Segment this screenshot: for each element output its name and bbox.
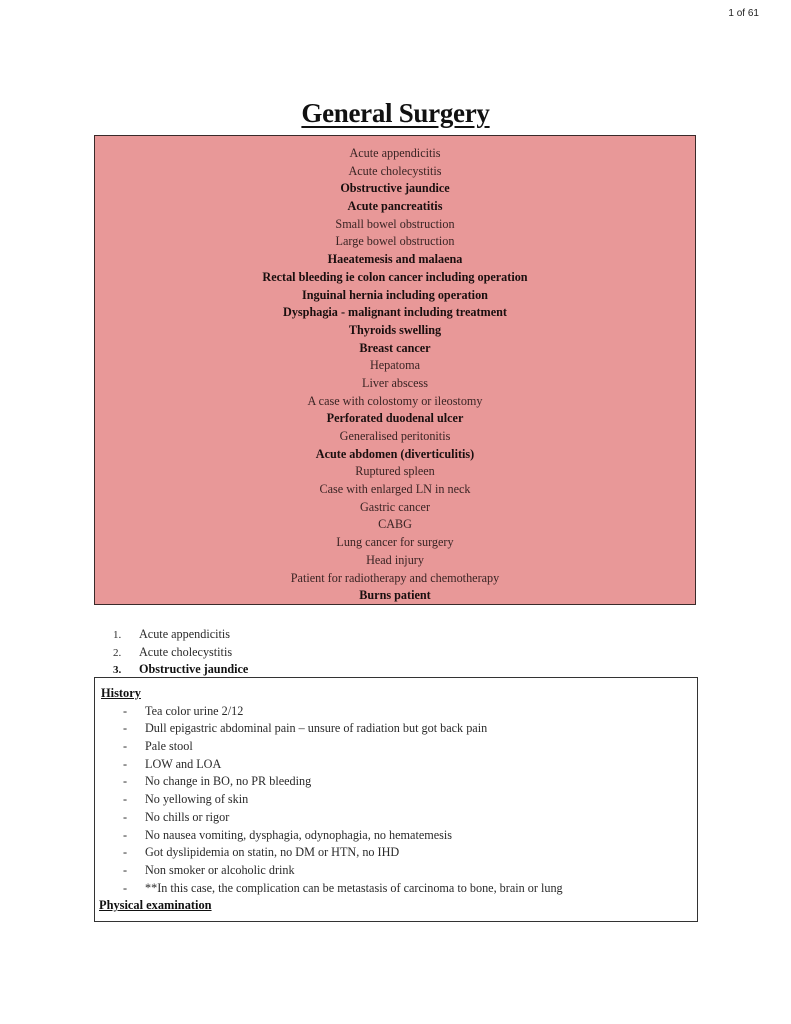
- history-item-text: Tea color urine 2/12: [145, 703, 244, 718]
- history-item: [95, 756, 697, 774]
- physical-examination-heading: Physical examination: [99, 898, 212, 913]
- dash-bullet-icon: -: [123, 756, 128, 771]
- topic-item: Inguinal hernia including operation: [302, 287, 488, 302]
- list-item-label: Acute cholecystitis: [139, 644, 233, 659]
- history-box: [94, 677, 698, 922]
- topic-item: Small bowel obstruction: [335, 216, 455, 231]
- list-item-label: Acute appendicitis: [139, 627, 231, 641]
- topic-item: Acute appendicitis: [349, 146, 441, 160]
- history-item: [95, 827, 697, 845]
- list-number: 3.: [113, 664, 122, 677]
- topic-item: Obstructive jaundice: [340, 181, 450, 196]
- topic-item: Acute abdomen (diverticulitis): [315, 446, 475, 461]
- history-item: [95, 844, 697, 862]
- topic-item: Hepatoma: [369, 358, 421, 373]
- dash-bullet-icon: -: [123, 845, 128, 860]
- history-item-text: Pale stool: [145, 739, 193, 754]
- topic-item: Breast cancer: [359, 340, 431, 355]
- topic-item: A case with colostomy or ileostomy: [307, 393, 483, 408]
- numbered-case-list: [113, 626, 248, 679]
- history-item: [95, 773, 697, 791]
- topic-item: Haeatemesis and malaena: [327, 252, 463, 267]
- topic-item: Acute pancreatitis: [347, 199, 443, 214]
- page-title: General Surgery: [301, 98, 490, 128]
- dash-bullet-icon: -: [123, 721, 128, 736]
- topic-item: Thyroids swelling: [348, 322, 442, 337]
- topic-item: Large bowel obstruction: [335, 234, 455, 249]
- page-indicator: 1 of 61: [728, 8, 759, 19]
- dash-bullet-icon: -: [123, 703, 128, 718]
- history-item-text: No nausea vomiting, dysphagia, odynophagia, no hematemesis: [145, 827, 452, 842]
- history-item: [95, 862, 697, 880]
- history-item-text: Non smoker or alcoholic drink: [145, 862, 295, 877]
- dash-bullet-icon: -: [123, 880, 128, 895]
- history-item: [95, 720, 697, 738]
- topic-item: Head injury: [366, 552, 424, 567]
- topic-item: Perforated duodenal ulcer: [326, 411, 464, 426]
- topic-item: Liver abscess: [362, 375, 428, 390]
- list-item-label: Obstructive jaundice: [139, 662, 249, 677]
- history-heading: History: [101, 686, 141, 700]
- topic-item: Generalised peritonitis: [339, 429, 451, 443]
- numbered-list-item: [113, 626, 248, 644]
- history-item-text: No chills or rigor: [145, 809, 230, 824]
- topic-item: Burns patient: [359, 588, 431, 603]
- history-item-text: LOW and LOA: [145, 756, 222, 771]
- dash-bullet-icon: -: [123, 792, 128, 807]
- topic-item: Patient for radiotherapy and chemotherapy: [290, 570, 500, 585]
- history-item: [95, 880, 697, 898]
- history-item-text: Got dyslipidemia on statin, no DM or HTN, no IHD: [145, 845, 400, 860]
- history-item: [95, 703, 697, 721]
- dash-bullet-icon: -: [123, 862, 128, 877]
- topic-item: Lung cancer for surgery: [336, 535, 454, 550]
- topic-item: Rectal bleeding ie colon cancer including operation: [262, 269, 528, 284]
- topic-item: Acute cholecystitis: [348, 163, 442, 178]
- history-item-text: No change in BO, no PR bleeding: [145, 774, 312, 789]
- history-item-text: **In this case, the complication can be metastasis of carcinoma to bone, brain or lung: [145, 880, 563, 895]
- topic-list: [95, 136, 695, 605]
- topic-list-box: [94, 135, 696, 605]
- topic-item: Dysphagia - malignant including treatment: [283, 305, 507, 320]
- topic-item: Case with enlarged LN in neck: [319, 482, 471, 497]
- topic-item: CABG: [378, 517, 412, 532]
- history-item-text: Dull epigastric abdominal pain – unsure of radiation but got back pain: [145, 721, 488, 736]
- numbered-list-item: [113, 644, 248, 662]
- dash-bullet-icon: -: [123, 774, 128, 789]
- topic-item: Ruptured spleen: [355, 464, 435, 479]
- history-item: [95, 738, 697, 756]
- history-item-text: No yellowing of skin: [145, 792, 249, 807]
- history-item: [95, 809, 697, 827]
- list-number: 2.: [113, 646, 122, 659]
- list-number: 1.: [113, 629, 122, 641]
- topic-item: Gastric cancer: [359, 499, 431, 514]
- history-list: [95, 703, 697, 898]
- history-item: [95, 791, 697, 809]
- dash-bullet-icon: -: [123, 809, 128, 824]
- dash-bullet-icon: -: [123, 739, 128, 754]
- dash-bullet-icon: -: [123, 827, 128, 842]
